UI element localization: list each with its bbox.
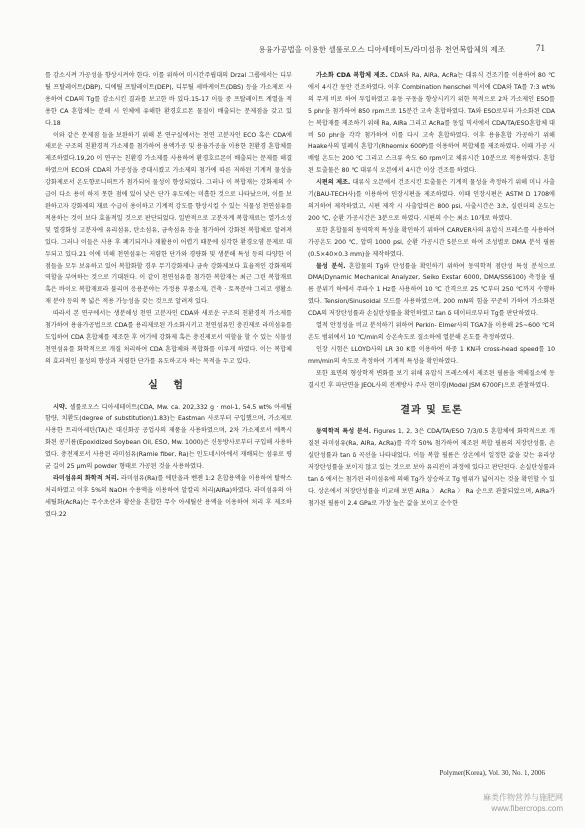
paragraph: 셀룰로오스 디아세테이트(CDA, Mw. ca. 202,332 g · mol-1, 54.5 wt% 아세틸 함량, 치환도(degree of substitution)1.83)는 Eastman 사로부터 구입했으며, 가소제로 사용한 트리아세틴(TA)은 대신화공 공업사의 제품을 사용하였으며, 2차 가소제로서 에폭시화된 콩기름(Epoxidized Soybean Oil, ESO, Mw. 1000)은 신동방사로부터 구입해 사용하였다. 충전제로서 사용된 라미섬유(Ramie fiber, Ra)는 인도네시아에서 재배되는 섬유로 평균 길이 25 μm의 powder 형태로 가공된 것을 사용하였다. [45, 403, 293, 471]
running-title: 용융가공법을 이용한 셀룰로오스 디아세테이트/라미섬유 천연복합체의 제조 [258, 45, 505, 54]
paragraph: 인장 시험은 LLOYD사의 LR 30 K를 이용하여 하중 1 KN과 cross-head speed를 10 mm/min의 속도로 측정하여 기계적 특성을 확인하였다. [308, 345, 555, 365]
subsection-heading: 시약. [53, 403, 68, 411]
subsection-compounding [308, 70, 555, 177]
paragraph: 대류식 오븐에서 건조시킨 토출물은 기계적 물성을 측정하기 위해 미니 사출기(BAU-TECH사)를 이용하여 인장시편을 제조하였다. 이때 인장시편은 ASTM D 1708에 의거하여 제작하였고, 시편 제작 시 사출압력은 800 psi, 사출시간은 3초, 실린더의 온도는 200 ℃, 순환 가공시간은 3분으로 하였다. 시편의 수는 최소 10개로 하였다. [308, 179, 555, 222]
paragraph: CDA와 Ra, AlRa, AcRa는 대류식 건조기를 이용하여 80 ℃에서 4시간 동안 건조하였다. 이후 Combination henschel 믹서에 CDA와 TA를 7:3 wt%의 무게 비로 하여 투입하였고 유동 구동을 향상시키기 위한 목적으로 2차 가소제인 ESO를 5 phr을 첨가하여 850 rpm으로 15분간 고속 혼합하였다. TA와 ESO로부터 가소화된 CDA는 복합재를 제조하기 위해 Ra, AlRa 그리고 AcRa를 동일 믹서에서 CDA/TA/ESO혼합체 대비 50 phr을 각각 첨가하여 이를 다시 고속 혼합하였다. 이후 용융혼합 가공하기 위해 Haake사의 밀폐식 혼합기(Rheomix 600P)를 이용하여 복합체를 제조하였다. 이때 가공 시 배럴 온도는 200 ℃ 그리고 스크류 속도 60 rpm이고 체류시간 10분으로 적용하였다. 혼합된 토출물은 80 ℃ 대류식 오븐에서 4시간 이상 건조를 하였다. [308, 72, 556, 175]
subsection-heading: 라미섬유의 화학적 처리. [53, 475, 120, 482]
paragraph: 혼합물의 Tg와 탄성률을 확인하기 위하여 동역학적 점탄성 특성 분석으로 DMA(Dynamic Mechanical Analyzer, Seiko Exstar 6000, DMA/SS6100) 측정을 필름 분위기 하에서 주파수 1 Hz를 사용하여 10 ℃ 간격으로 25 ℃부터 250 ℃까지 수행하였다. Tension/Sinusoidal 모드를 사용하였으며, 200 mN의 힘을 꾸준히 가하여 가소화된 CDA의 저장탄성률과 손실탄성률을 확인하였고 tan δ 데이터로부터 Tg를 판단하였다. [308, 262, 556, 318]
section-heading-results: 결과 및 토론 [400, 405, 463, 417]
paragraph: 를 감소시켜 가공성을 향상시켜야 한다. 이를 위하여 미시간주립대의 Drzal 그룹에서는 디부틸 프탈레이트(DBP), 디에틸 프탈레이트(DEP), 디무틸 세바케이트(DBS) 등을 가소제로 사용하여 CDA의 Tg를 감소시킨 결과를 보고한 바 있다.15-17 이들 중 프탈레이트 계열을 적용한 CA 혼합체는 분해 시 인체에 유해한 환경호르몬 물질이 배출되는 문제점을 갖고 있다.18 [45, 72, 292, 127]
subsection-heading: 시편의 제조. [316, 179, 351, 187]
running-header [40, 44, 545, 58]
watermark-title: 麻类作物营养与施肥网 [483, 793, 563, 802]
subsection-heading: 물성 분석. [316, 262, 346, 270]
journal-footer: Polymer(Korea), Vol. 30, No. 1, 2006 [439, 769, 545, 777]
subsection-heading: 가소화 CDA 복합체 제조. [316, 72, 388, 79]
subsection-reagents [45, 402, 292, 473]
right-column [308, 70, 555, 510]
watermark-url: www.fibercrops.com [491, 804, 563, 813]
section-heading-experiment: 실 험 [148, 379, 189, 391]
subsection-ramie-treatment [45, 473, 292, 521]
paragraph: 따라서 본 연구에서는 생분해성 천연 고분자인 CDA와 새로운 구조의 친환경적 가소제를 첨가하여 용융가공법으로 CDA를 용리제로된 가소화시키고 천연섬유인 충진제로 라미섬유를 도입하여 CDA 혼합체를 제조한 후 여기에 강화제 혹은 충진제로서 역할을 할 수 있는 식물성 천연섬유를 화학적으로 개질 처리하여 CDA 혼합체와 복합화를 이루게 하였다. 이는 복합체의 효과적인 물성의 향상과 저렴한 단가를 유도하고자 하는 목적을 두고 있다. [45, 310, 292, 365]
paragraph: 또한 표면의 형상학적 변화를 보기 위해 유압식 프레스에서 제조된 필름을 액체질소에 동결시킨 후 파단면을 JEOL사의 전계방사 주사 현미경(Model JSM 6700F)으로 관찰하였다. [308, 369, 555, 389]
paragraph: 또한 혼합물의 동역학적 특성을 확인하기 위하여 CARVER사의 유압식 프레스를 사용하여 가공온도 200 ℃, 압력 1000 psi, 순환 가공시간 5분으로 하여 조성별로 DMA 분석 필름(0.5×40×0.3 mm)을 제작하였다. [308, 226, 555, 258]
subsection-heading: 동역학적 특성 분석. [316, 428, 372, 436]
subsection-dynamic-analysis [308, 426, 555, 509]
paragraph: 라미섬유(Ra)를 에탄올과 벤젠 1:2 혼합용액을 이용하여 탈락스 처리하였고 이후 5%의 NaOH 수용액을 이용하여 알칼리 처리(AlRa)하였다. 라미섬유의 아세틸화(AcRa)는 무수초산과 황산을 혼합한 무수 아세틸산 용액을 이용하여 처리 후 제조하였다.22 [45, 475, 292, 518]
paragraph: 열적 안정성을 비교 분석하기 위하여 Perkin- Elmer사의 TGA7을 이용해 25~600 ℃의 온도 범위에서 10 ℃/min의 승온속도로 질소하에 열분해 온도를 측정하였다. [308, 322, 555, 341]
paragraph: 이와 같은 문제점 들을 보완하기 위해 본 연구실에서는 천연 고분자인 ECO 혹은 CDA에 새로운 구조의 친환경적 가소제를 첨가하여 용액가공 및 용융가공을 이용한 친환경 혼합체를 제조하였다.19,20 이 연구는 친환경 가소제를 사용하여 환경호르몬이 배출되는 문제를 해결하였으며 ECO와 CDA의 가공성을 증대시켰고 가소제의 첨가에 따른 저하된 기계적 물성을 강화제로서 온도향로니떠트가 첨가되어 물성이 향상되었다. 그러나 이 복합재는 강화제의 수급이 다소 용이 하지 못한 점에 있어 낮은 단가 유도에는 미흡한 것으로 나타났으며, 이를 보완하고자 강화제의 재료 수급이 용이하고 기계적 강도를 향상시킬 수 있는 식물성 천연섬유를 적용하는 것이 보다 효율적일 것으로 판단되었다. 일반적으로 고분자계 복합재료는 열가소성 및 열경화성 고분자에 유리섬유, 탄소섬유, 금속섬유 등을 첨가하여 강화된 복합체로 알려져 있다. 그러나 이들은 사용 후 폐기되거나 재활용이 어렵기 때문에 심각한 환경오염 문제로 대두되고 있다.21 이에 미해 천연섬유는 저렴한 단가와 경량화 및 생분해 특성 등의 다양한 이점들을 모두 보유하고 있어 복합화할 경우 무기강화제나 금속 강화제보다 효율적인 강화제의 역할을 부여하는 것으로 기대된다. 이 같이 천연섬유를 첨가한 복합재는 최근 그린 복합재료 혹은 바이오 복합재료라 불리며 응용분야는 가정용 부품소재, 건축 · 토목분야 그리고 생활소재 분야 등의 폭 넓은 적용 가능성을 갖는 것으로 알려져 있다. [45, 131, 292, 306]
watermark [443, 792, 563, 814]
subsection-specimen [308, 177, 555, 225]
paragraph: Figures 1, 2, 3은 CDA/TA/ESO 7/3/0.5 혼합체에 화학적으로 개질된 라미섬유(Ra, AlRa, AcRa)를 각각 50% 첨가하여 제조된 복합 필름의 저장탄성률, 손실탄성률과 tan δ 곡선을 나타내었다. 이들 복합 필름은 상온에서 일정한 값을 갖는 유리상 저장탄성률을 보이지 않고 있는 것으로 보아 유리전이 과정에 있다고 판단된다. 손실탄성률과 tan δ 에서는 첨가된 라미섬유에 의해 Tg가 상승하고 Tg 범위가 넓어지는 것을 확인할 수 있다. 상온에서 저장탄성률을 비교해 보면 AlRa 〉 AcRa 〉 Ra 순으로 관찰되었으며, AlRa가 첨가된 필름이 2.4 GPa로 가장 높은 값을 보이고 순수한 [308, 428, 555, 507]
subsection-property-analysis [308, 261, 555, 321]
left-column [45, 70, 292, 521]
page-number: 71 [536, 43, 545, 53]
